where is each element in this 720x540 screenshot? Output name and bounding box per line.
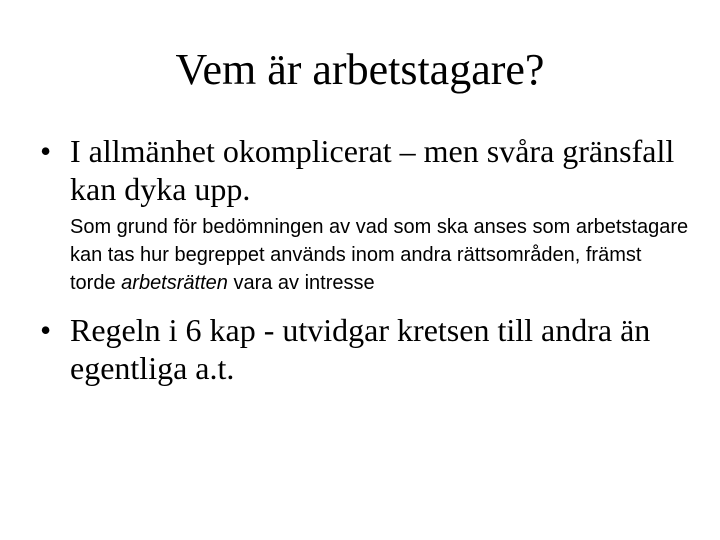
bullet-text: I allmänhet okomplicerat – men svåra gränsfall kan dyka upp.: [70, 133, 675, 207]
sub-paragraph-emphasis: arbetsrätten: [121, 272, 228, 294]
bullet-text: Regeln i 6 kap - utvidgar kretsen till andra än egentliga a.t.: [70, 312, 651, 386]
bullet-item: [40, 132, 700, 208]
sub-paragraph-text: Som grund för bedömningen av vad som ska anses som arbetstagare kan tas hur begreppet används inom andra rättsområden, främst torde: [70, 216, 689, 294]
bullet-item: [40, 311, 700, 387]
bullet-marker: •: [40, 133, 52, 169]
slide-title: Vem är arbetstagare?: [175, 45, 545, 94]
bullet-marker: •: [40, 312, 52, 348]
sub-paragraph-tail: vara av intresse: [227, 272, 375, 294]
sub-paragraph: [70, 213, 690, 297]
